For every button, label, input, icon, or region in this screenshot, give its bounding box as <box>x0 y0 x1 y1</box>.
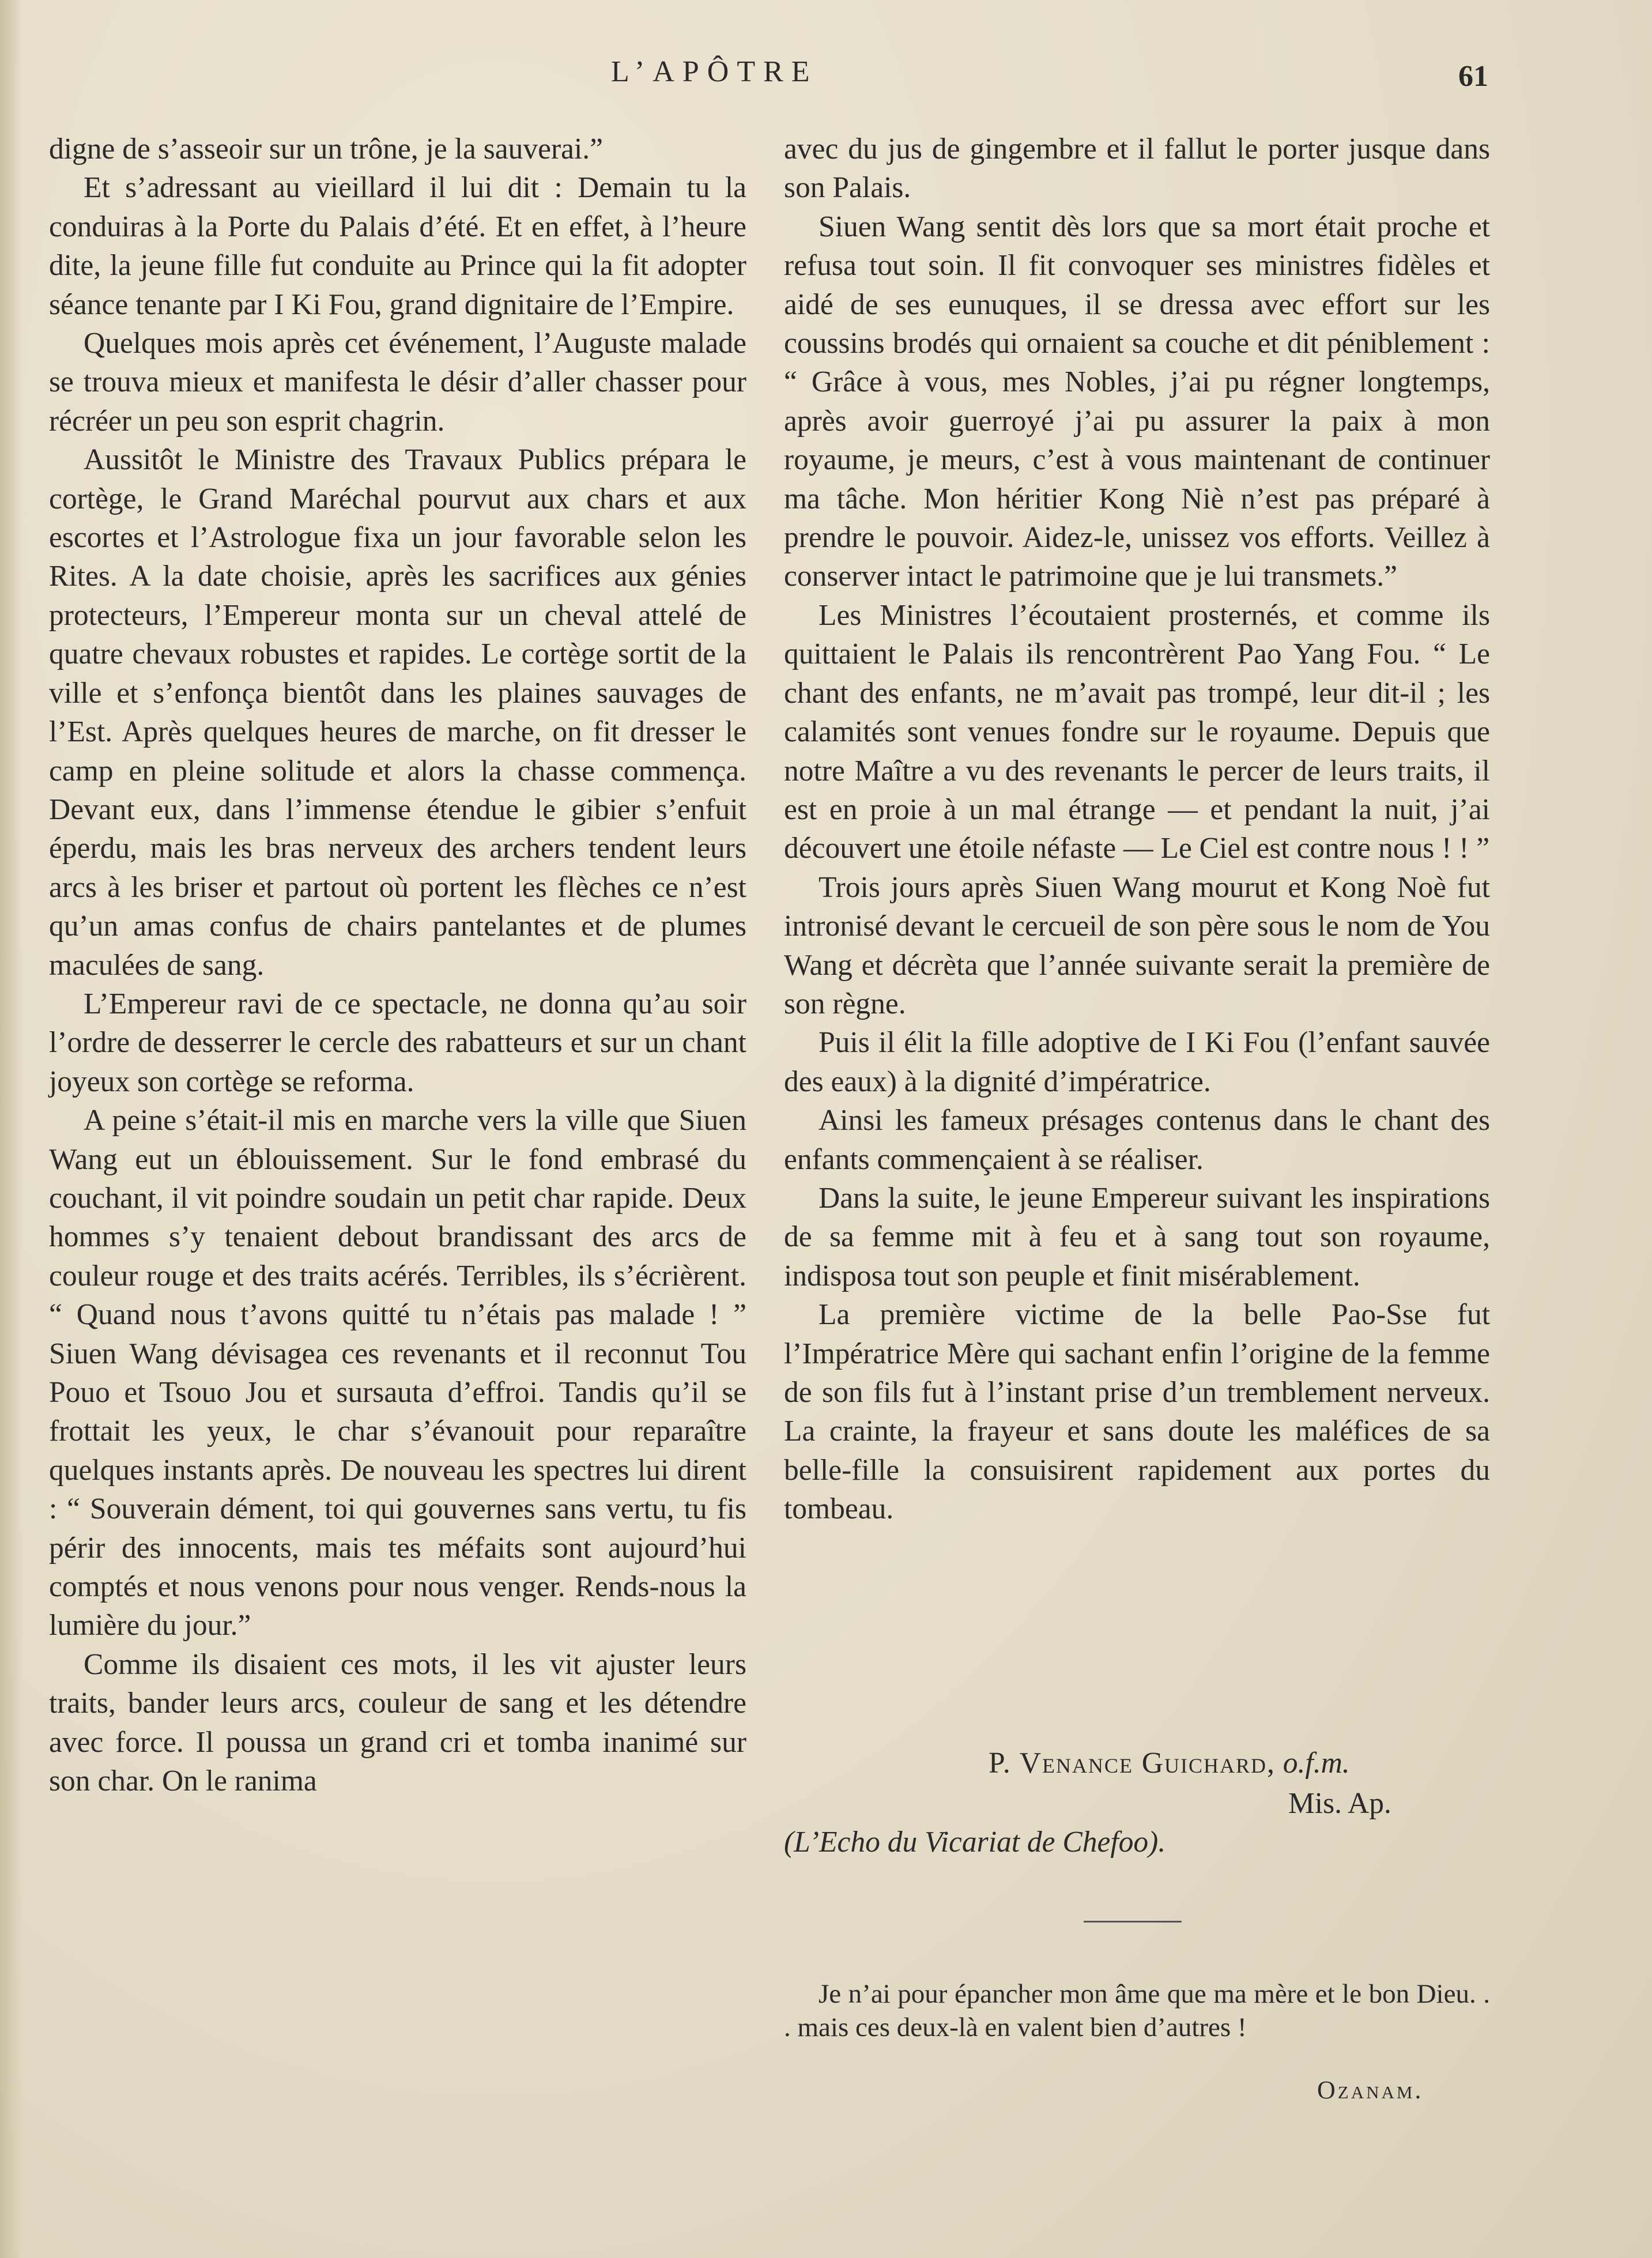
page-binding-shadow <box>0 0 23 2258</box>
paragraph: Comme ils disaient ces mots, il les vit ajuster leurs traits, bander leurs arcs, couleur de sang et les détendre avec force. Il poussa un grand cri et tomba inanimé sur son char. On le ranima <box>49 1648 746 1798</box>
closing-quote <box>784 1977 1490 2044</box>
paragraph: Quelques mois après cet événement, l’Auguste malade se trouva mieux et manifesta le désir d’aller chasser pour récréer un peu son esprit chagrin. <box>49 327 746 438</box>
page-header <box>0 55 1652 101</box>
signature-title: Mis. Ap. <box>1288 1787 1391 1820</box>
paragraph: Siuen Wang sentit dès lors que sa mort était proche et refusa tout soin. Il fit convoquer ses ministres fidèles et aidé de ses eunuques, il se dressa avec effort sur les coussins brodés qui ornaient sa couche et dit péniblement : “ Grâce à vous, mes Nobles, j’ai pu régner longtemps, après avoir guerroyé j’ai pu assurer la paix à mon royaume, je meurs, c’est à vous maintenant de continuer ma tâche. Mon héritier Kong Niè n’est pas préparé à prendre le pouvoir. Aidez-le, unissez vos efforts. Veillez à conserver intact le patrimoine que je lui transmets.” <box>784 210 1490 593</box>
paragraph: La première victime de la belle Pao-Sse fut l’Impératrice Mère qui sachant enfin l’origine de la femme de son fils fut à l’instant prise d’un tremblement nerveux. La crainte, la frayeur et sans doute les maléfices de sa belle-fille la consuisirent rapidement aux portes du tombeau. <box>784 1298 1490 1526</box>
section-divider <box>1084 1921 1182 1922</box>
quote-text: Je n’ai pour épancher mon âme que ma mère et le bon Dieu. . . mais ces deux-là en valent bien d’autres ! <box>784 1979 1490 2042</box>
quote-author: Ozanam. <box>1317 2076 1424 2104</box>
signature-author <box>989 1744 1350 1782</box>
paragraph: Dans la suite, le jeune Empereur suivant les inspirations de sa femme mit à feu et à sang tout son royaume, indisposa tout son peuple et finit misérablement. <box>784 1181 1490 1292</box>
paragraph: Et s’adressant au vieillard il lui dit : Demain tu la conduiras à la Porte du Palais d’été. Et en effet, à l’heure dite, la jeune fille fut conduite au Prince qui la fit adopter séance tenante par I Ki Fou, grand dignitaire de l’Empire. <box>49 171 746 321</box>
paragraph: Ainsi les fameux présages contenus dans le chant des enfants commençaient à se réaliser. <box>784 1104 1490 1176</box>
paragraph: Puis il élit la fille adoptive de I Ki Fou (l’enfant sauvée des eaux) à la dignité d’impératrice. <box>784 1026 1490 1098</box>
author-name: P. Venance Guichard, <box>989 1747 1276 1780</box>
paragraph: Aussitôt le Ministre des Travaux Publics prépara le cortège, le Grand Maréchal pourvut aux chars et aux escortes et l’Astrologue fixa un jour favorable selon les Rites. A la date choisie, après les sacrifices aux génies protecteurs, l’Empereur monta sur un cheval attelé de quatre chevaux robustes et rapides. Le cortège sortit de la ville et s’enfonça bientôt dans les plaines sauvages de l’Est. Après quelques heures de marche, on fit dresser le camp en pleine solitude et alors la chasse commença. Devant eux, dans l’immense étendue le gibier s’enfuit éperdu, mais les bras nerveux des archers tendent leurs arcs à les briser et partout où portent les flèches ce n’est qu’un amas confus de chairs pantelantes et de plumes maculées de sang. <box>49 443 746 982</box>
right-column <box>784 130 1490 1529</box>
page-number: 61 <box>1458 60 1488 93</box>
left-column <box>49 130 746 1800</box>
paragraph: avec du jus de gingembre et il fallut le porter jusque dans son Palais. <box>784 133 1490 205</box>
paragraph: digne de s’asseoir sur un trône, je la sauverai.” <box>49 133 603 165</box>
running-title: L’APÔTRE <box>611 55 818 88</box>
paragraph: L’Empereur ravi de ce spectacle, ne donna qu’au soir l’ordre de desserrer le cercle des rabatteurs et sur un chant joyeux son cortège se reforma. <box>49 987 746 1098</box>
author-order: o.f.m. <box>1283 1747 1350 1780</box>
paragraph: A peine s’était-il mis en marche vers la ville que Siuen Wang eut un éblouissement. Sur le fond embrasé du couchant, il vit poindre soudain un petit char rapide. Deux hommes s’y tenaient debout brandissant des arcs de couleur rouge et des traits acérés. Terribles, ils s’écrièrent. “ Quand nous t’avons quitté tu n’étais pas malade ! ” Siuen Wang dévisagea ces revenants et il reconnut Tou Pouo et Tsouo Jou et sursauta d’effroi. Tandis qu’il se frottait les yeux, le char s’évanouit pour reparaître quelques instants après. De nouveau les spectres lui dirent : “ Souverain dément, toi qui gouvernes sans vertu, tu fis périr des innocents, mais tes méfaits sont aujourd’hui comptés et nous venons pour nous venger. Rends-nous la lumière du jour.” <box>49 1104 746 1642</box>
source-citation: (L’Echo du Vicariat de Chefoo). <box>784 1826 1166 1859</box>
paragraph: Trois jours après Siuen Wang mourut et Kong Noè fut intronisé devant le cercueil de son père sous le nom de You Wang et décrèta que l’année suivante serait la première de son règne. <box>784 870 1490 1020</box>
paragraph: Les Ministres l’écoutaient prosternés, et comme ils quittaient le Palais ils rencontrèrent Pao Yang Fou. “ Le chant des enfants, ne m’avait pas trompé, leur dit-il ; les calamités sont venues fondre sur le royaume. Depuis que notre Maître a vu des revenants le percer de leurs traits, il est en proie à un mal étrange — et pendant la nuit, j’ai découvert une étoile néfaste — Le Ciel est contre nous ! ! ” <box>784 598 1490 865</box>
